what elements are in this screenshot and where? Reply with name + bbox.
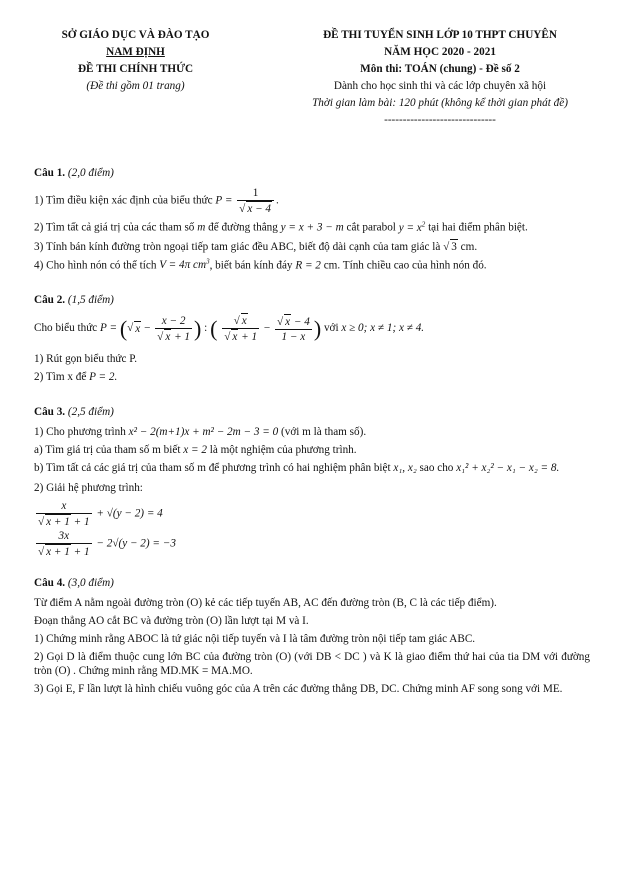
q1-part-2 [34, 220, 590, 235]
question-1-points: (2,0 điểm) [67, 167, 114, 179]
q3-part-a-text: a) Tìm giá trị của tham số m biết [34, 444, 181, 457]
q3-part-a [34, 443, 590, 457]
q4-part-3: 3) Gọi E, F lần lượt là hình chiếu vuông góc của A trên các đường thẳng DB, DC. Chứng minh AF song song với ME. [34, 683, 563, 696]
q2-frac-1-den: √ x + 1 [157, 330, 191, 343]
exam-content [34, 166, 590, 703]
q3-roots: x₁, x₂ [393, 462, 417, 475]
q1-part-2-text-c: cắt parabol [346, 221, 396, 234]
q3-sys-frac-2 [36, 529, 92, 559]
q1-part-4-text-b: , biết bán kính đáy [209, 259, 293, 272]
q3-sys-frac-2-den: √ x + 1 + 1 [38, 546, 90, 559]
q1-param-m: m [197, 221, 206, 234]
q2-p-eq: P = [100, 322, 118, 335]
q1-frac-num: 1 [237, 186, 274, 201]
q3-system-eq-2 [34, 529, 590, 559]
q3-sys-frac-1-den-sqrt: x + 1 [46, 516, 70, 529]
q2-sqrt-x-a: x [135, 322, 141, 335]
q1-frac-den: √ x − 4 [239, 203, 272, 215]
question-4-heading [34, 576, 590, 590]
q2-part-2 [34, 370, 590, 384]
question-3 [34, 405, 590, 559]
q3-sys-frac-1 [36, 499, 92, 529]
q3-part-b-text: b) Tìm tất cả các giá trị của tham số m để phương trình có hai nghiệm phân biệt [34, 462, 391, 475]
q3-x-equals-2: x = 2 [183, 444, 207, 457]
question-3-label: Câu 3. [34, 406, 66, 419]
q2-frac-2-num-sqrt: x [241, 315, 247, 328]
q1-parabola-base: y = x [398, 221, 422, 234]
header-right [275, 28, 605, 130]
q2-frac-3-num-minus: − 4 [293, 315, 310, 328]
q3-part-2 [34, 481, 590, 495]
q3-part-b [34, 461, 590, 475]
question-4-points: (3,0 điểm) [67, 577, 114, 590]
q2-part-1: 1) Rút gọn biểu thức P. [34, 353, 138, 366]
q2-conditions: x ≥ 0; x ≠ 1; x ≠ 4. [341, 322, 425, 335]
q2-expression: Cho biểu thức P = (√ x − $\frac{x - 2}{√ x + 1}$ ) : ( $\frac{√ x}{√ x + 1}$ − $\frac{√ x - 4}{1 - x}$ ) với x ≥ 0; x ≠ 1; x ≠ 4. [34, 314, 425, 344]
q3-sys-frac-1-den-plus: + 1 [73, 516, 90, 529]
q2-frac-3-num-sqrt: x [285, 315, 291, 328]
question-4-label: Câu 4. [34, 577, 66, 590]
q3-part-1-text-b: (với m là tham số). [281, 426, 367, 439]
audience-line: Dành cho học sinh thi và các lớp chuyên xã hội [333, 80, 547, 92]
q3-part-b-text-2: sao cho [419, 462, 454, 475]
question-3-heading [34, 405, 590, 419]
q2-frac-2-den: √ x + 1 [224, 331, 258, 344]
q1-parabola-eq: $y = x^2$ [398, 220, 426, 234]
q2-part-2-text: 2) Tìm x để [34, 371, 87, 384]
q2-p-equals-2: P = 2. [89, 371, 118, 384]
question-3-points: (2,5 điểm) [67, 406, 114, 419]
q1-part-4-text-a: 4) Cho hình nón có thể tích [34, 259, 157, 272]
q2-intro: Cho biểu thức [34, 322, 98, 335]
q1-part-1: 1) Tìm điều kiện xác định của biểu thức P = $\frac{1}{√ x - 4}$ . [34, 187, 279, 215]
q1-part-4-text-c: cm. Tính chiều cao của hình nón đó. [323, 259, 487, 272]
q2-frac-1-den-sqrt: x [165, 330, 171, 343]
exam-title: ĐỀ THI TUYỂN SINH LỚP 10 THPT CHUYÊN [323, 29, 557, 41]
q1-part-2-text-a: 2) Tìm tất cả giá trị của các tham số [34, 221, 195, 234]
q2-frac-2-num: √ x [222, 313, 259, 329]
q2-frac-3-den: 1 − x [281, 330, 306, 343]
q4-part-1: 1) Chứng minh rằng ABOC là tứ giác nội tiếp tuyến và I là tâm đường tròn nội tiếp tam giác ABC. [34, 633, 476, 646]
q1-part-4 [34, 258, 590, 273]
department-name: SỞ GIÁO DỤC VÀ ĐÀO TẠO [61, 29, 210, 41]
q1-fraction [237, 186, 274, 216]
q2-frac-1-num: x − 2 [155, 314, 192, 329]
page-count: (Đề thi gồm 01 trang) [86, 80, 185, 92]
q2-frac-2-den-plus: + 1 [241, 331, 258, 344]
q1-volume-value: V = 4π cm [159, 259, 207, 272]
q4-intro-2: Đoạn thẳng AO cắt BC và đường tròn (O) lần lượt tại M và I. [34, 615, 309, 628]
q3-sys-frac-2-den-plus: + 1 [73, 546, 90, 559]
q3-part-1 [34, 425, 590, 439]
q3-sys-frac-1-num: x [36, 499, 92, 514]
q4-intro-1: Từ điểm A nằm ngoài đường tròn (O) kẻ các tiếp tuyến AB, AC đến đường tròn (B, C là các tiếp điểm). [34, 597, 497, 610]
school-year: NĂM HỌC 2020 - 2021 [384, 46, 496, 58]
q2-frac-1 [155, 314, 192, 344]
q2-frac-3 [275, 314, 312, 344]
q1-part-3-unit: cm. [460, 240, 478, 253]
q3-sys-frac-2-den-sqrt: x + 1 [46, 546, 70, 559]
question-2-label: Câu 2. [34, 294, 66, 307]
q1-part-2-text-d: tại hai điểm phân biệt. [428, 221, 528, 234]
q1-sqrt3: 3 [451, 240, 457, 253]
q2-frac-2-den-sqrt: x [232, 331, 238, 344]
question-1-heading [34, 166, 590, 180]
question-1 [34, 166, 590, 272]
q3-sys-eq-1-rest: + √(y − 2) = 4 [96, 508, 163, 521]
q3-part-1-text-a: 1) Cho phương trình [34, 426, 126, 439]
q1-volume: V = 4π $cm^3$ [159, 257, 210, 272]
q1-part-3-text: 3) Tính bán kính đường tròn ngoại tiếp tam giác đều ABC, biết độ dài cạnh của tam giác là [34, 240, 441, 253]
q1-part-3: 3) Tính bán kính đường tròn ngoại tiếp tam giác đều ABC, biết độ dài cạnh của tam giác là √ 3 cm. [34, 240, 478, 253]
q1-radius: R = 2 [295, 259, 321, 272]
q1-part-1-text: 1) Tìm điều kiện xác định của biểu thức [34, 194, 213, 207]
question-1-label: Câu 1. [34, 167, 66, 179]
q1-part-2-text-b: để đường thẳng [208, 221, 278, 234]
question-2 [34, 293, 590, 384]
q3-sys-frac-2-num: 3x [36, 529, 92, 544]
q1-line-eq: y = x + 3 − m [280, 221, 344, 234]
q3-part-2-text: 2) Giải hệ phương trình: [34, 482, 143, 495]
subject-line: Môn thi: TOÁN (chung) - Đề số 2 [360, 63, 520, 75]
q3-roots-condition: x₁² + x₂² − x₁ − x₂ = 8. [456, 462, 560, 475]
q1-expr-p: P = [215, 194, 233, 207]
q2-frac-1-den-plus: + 1 [174, 330, 191, 343]
time-line: Thời gian làm bài: 120 phút (không kể thời gian phát đề) [312, 97, 568, 109]
q3-sys-eq-2-rest: − 2√(y − 2) = −3 [96, 538, 176, 551]
q3-part-a-text-2: là một nghiệm của phương trình. [209, 444, 357, 457]
header-left [28, 28, 243, 96]
header-divider: ------------------------------ [384, 114, 496, 126]
q2-frac-3-num: √ x − 4 [276, 315, 310, 328]
q3-system-eq-1 [34, 499, 590, 529]
q3-quadratic: x² − 2(m+1)x + m² − 2m − 3 = 0 [128, 426, 279, 439]
province-name: NAM ĐỊNH [106, 46, 165, 58]
q4-part-2: 2) Gọi D là điểm thuộc cung lớn BC của đường tròn (O) (với DB < DC ) và K là giao điểm thứ hai của tia DM với đường tròn (O) . Chứng minh rằng MD.MK = MA.MO. [34, 651, 590, 678]
q2-frac-2 [222, 313, 259, 344]
official-label: ĐỀ THI CHÍNH THỨC [77, 63, 194, 75]
question-4 [34, 576, 590, 696]
question-2-heading [34, 293, 590, 307]
q1-sqrt-arg: x − 4 [247, 203, 272, 215]
question-2-points: (1,5 điểm) [67, 294, 114, 307]
q2-cond-word: với [323, 322, 339, 335]
q3-sys-frac-1-den: √ x + 1 + 1 [38, 516, 90, 529]
